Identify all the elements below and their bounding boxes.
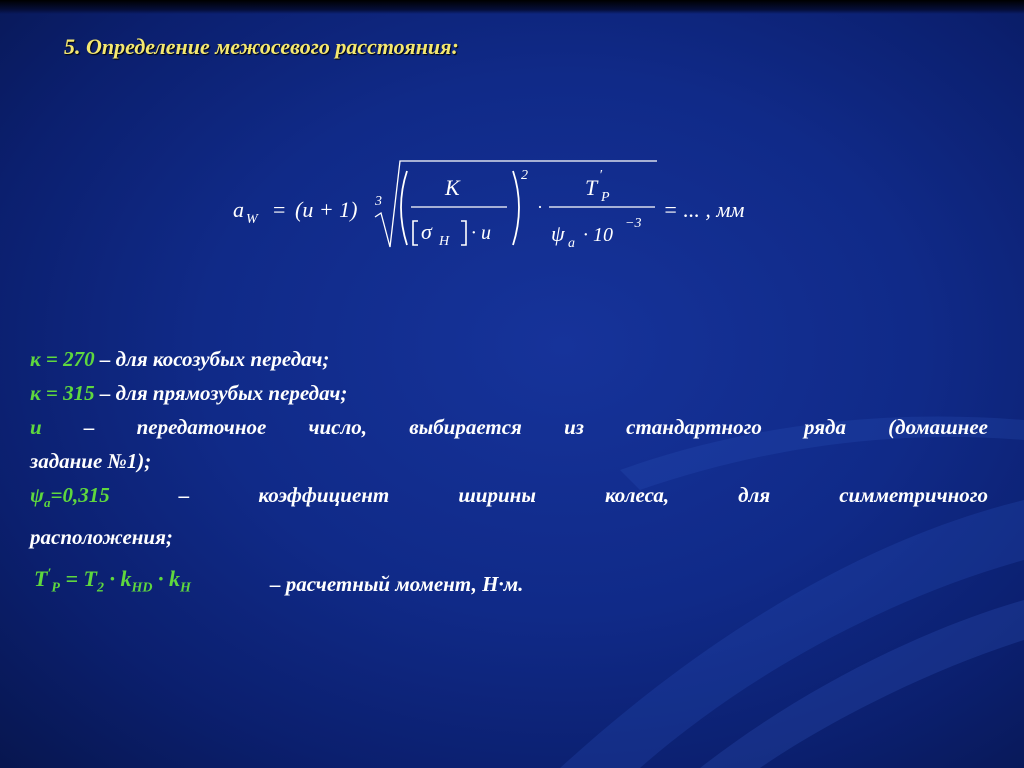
design-moment-formula bbox=[34, 566, 191, 596]
formula-psi-sub: a bbox=[568, 236, 575, 251]
left-paren bbox=[401, 171, 407, 245]
moment-description: – расчетный момент, Н·м. bbox=[270, 572, 524, 596]
u-word: стандартного bbox=[626, 415, 762, 439]
formula-T-prime: ′ bbox=[599, 168, 603, 183]
formula-sigma: σ bbox=[421, 219, 432, 244]
psi-word: симметричного bbox=[839, 483, 988, 507]
psi-word: – bbox=[178, 483, 190, 507]
formula-K: K bbox=[445, 175, 460, 200]
definitions-block bbox=[30, 342, 988, 554]
u-word: (домашнее bbox=[888, 415, 988, 439]
definition-psi-line1 bbox=[30, 478, 988, 520]
psi-word: для bbox=[738, 483, 771, 507]
formula-lhs-sub: W bbox=[246, 212, 258, 227]
psi-value: =0,315 bbox=[50, 483, 110, 507]
u-word: выбирается bbox=[409, 415, 522, 439]
psi-symbol: ψ bbox=[30, 483, 45, 507]
formula-graphic bbox=[225, 155, 785, 255]
u-word: передаточное bbox=[136, 415, 267, 439]
moment-T-sub: P bbox=[51, 580, 60, 596]
moment-eq: = T bbox=[59, 566, 97, 591]
k270-text: – для косозубых передач; bbox=[94, 347, 330, 371]
moment-k1-sub: HD bbox=[131, 580, 153, 596]
formula-T: T bbox=[585, 175, 598, 200]
psi-word: колеса, bbox=[604, 483, 670, 507]
moment-k2: · k bbox=[152, 566, 180, 591]
definition-psi-line2: расположения; bbox=[30, 525, 173, 550]
right-bracket bbox=[461, 221, 466, 245]
formula-psi: ψ bbox=[551, 221, 565, 246]
psi-word: коэффициент bbox=[258, 483, 390, 507]
u-value: u bbox=[30, 415, 42, 439]
formula-result: = ... , мм bbox=[663, 197, 745, 222]
u-word: – bbox=[83, 415, 95, 439]
definition-k270 bbox=[30, 342, 988, 376]
slide-title: 5. Определение межосевого расстояния: bbox=[64, 34, 459, 59]
definition-u-line1 bbox=[30, 410, 988, 444]
moment-T: T bbox=[34, 566, 48, 591]
u-word: число, bbox=[308, 415, 368, 439]
moment-T2-sub: 2 bbox=[96, 580, 104, 596]
formula-u-plus-1: (u + 1) bbox=[295, 197, 358, 222]
formula-root-index: 3 bbox=[375, 194, 382, 209]
k315-text: – для прямозубых передач; bbox=[94, 381, 348, 405]
center-distance-formula bbox=[225, 155, 785, 255]
formula-T-sub: P bbox=[601, 190, 610, 205]
u-word: из bbox=[564, 415, 584, 439]
moment-k2-sub: H bbox=[179, 580, 191, 596]
k270-value: к = 270 bbox=[30, 347, 95, 371]
left-bracket bbox=[413, 221, 418, 245]
psi-word: ширины bbox=[458, 483, 536, 507]
formula-power: 2 bbox=[521, 168, 528, 183]
definition-k315 bbox=[30, 376, 988, 410]
definition-u-line2: задание №1); bbox=[30, 449, 152, 473]
formula-ten-exp: −3 bbox=[625, 216, 642, 231]
psi-sub: a bbox=[44, 495, 51, 511]
formula-ten: · 10 bbox=[583, 224, 613, 246]
u-word: ряда bbox=[804, 415, 846, 439]
top-band bbox=[0, 0, 1024, 14]
formula-eq: = bbox=[273, 197, 286, 222]
formula-dot-u: · u bbox=[471, 222, 491, 244]
right-paren bbox=[513, 171, 519, 245]
formula-lhs-a: a bbox=[233, 197, 244, 222]
formula-mult-dot: · bbox=[537, 197, 543, 217]
k315-value: к = 315 bbox=[30, 381, 95, 405]
formula-sigma-sub: H bbox=[439, 234, 450, 249]
psi-value-group bbox=[30, 478, 110, 520]
moment-T-prime: ′ bbox=[47, 566, 52, 582]
moment-k1: · k bbox=[103, 566, 132, 591]
